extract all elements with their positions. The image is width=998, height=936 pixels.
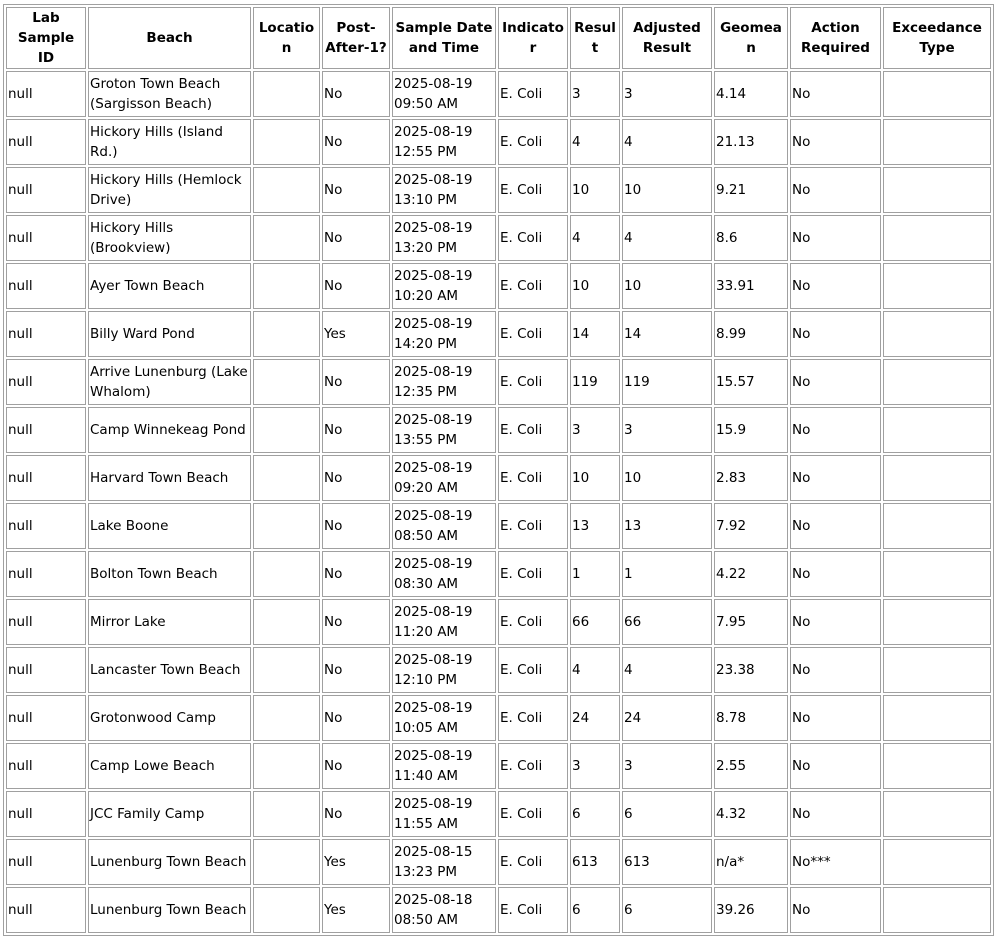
exceedance-type-cell	[883, 215, 991, 261]
geomean-cell: 8.6	[714, 215, 788, 261]
location-cell	[253, 887, 320, 933]
indicator-cell: E. Coli	[498, 743, 568, 789]
action-required-cell: No	[790, 263, 881, 309]
result-cell: 10	[570, 263, 620, 309]
action-required-cell: No	[790, 311, 881, 357]
post-after-1-cell: No	[322, 167, 390, 213]
lab-sample-id-cell: null	[6, 743, 86, 789]
table-row	[6, 791, 991, 837]
adjusted-result-cell: 119	[622, 359, 712, 405]
adjusted-result-cell: 14	[622, 311, 712, 357]
lab-sample-id-cell: null	[6, 887, 86, 933]
indicator-cell: E. Coli	[498, 215, 568, 261]
beach-cell: Lunenburg Town Beach	[88, 839, 251, 885]
exceedance-type-cell	[883, 839, 991, 885]
lab-sample-id-cell: null	[6, 119, 86, 165]
exceedance-type-cell	[883, 263, 991, 309]
adjusted-result-cell: 6	[622, 791, 712, 837]
action-required-cell: No	[790, 359, 881, 405]
indicator-cell: E. Coli	[498, 887, 568, 933]
header-result: Result	[570, 7, 620, 69]
action-required-cell: No	[790, 695, 881, 741]
beach-cell: Lancaster Town Beach	[88, 647, 251, 693]
location-cell	[253, 167, 320, 213]
location-cell	[253, 311, 320, 357]
post-after-1-cell: No	[322, 503, 390, 549]
exceedance-type-cell	[883, 791, 991, 837]
table-row	[6, 263, 991, 309]
beach-cell: JCC Family Camp	[88, 791, 251, 837]
header-location: Location	[253, 7, 320, 69]
adjusted-result-cell: 24	[622, 695, 712, 741]
action-required-cell: No	[790, 71, 881, 117]
action-required-cell: No	[790, 119, 881, 165]
beach-cell: Ayer Town Beach	[88, 263, 251, 309]
beach-cell: Billy Ward Pond	[88, 311, 251, 357]
adjusted-result-cell: 4	[622, 647, 712, 693]
indicator-cell: E. Coli	[498, 455, 568, 501]
indicator-cell: E. Coli	[498, 407, 568, 453]
location-cell	[253, 359, 320, 405]
lab-sample-id-cell: null	[6, 263, 86, 309]
table-row	[6, 551, 991, 597]
beach-cell: Arrive Lunenburg (Lake Whalom)	[88, 359, 251, 405]
beach-cell: Lunenburg Town Beach	[88, 887, 251, 933]
sample-date-time-cell: 2025-08-19 11:40 AM	[392, 743, 496, 789]
beach-cell: Hickory Hills (Island Rd.)	[88, 119, 251, 165]
indicator-cell: E. Coli	[498, 695, 568, 741]
lab-sample-id-cell: null	[6, 839, 86, 885]
action-required-cell: No	[790, 407, 881, 453]
header-row	[6, 7, 991, 69]
header-beach: Beach	[88, 7, 251, 69]
beach-cell: Harvard Town Beach	[88, 455, 251, 501]
post-after-1-cell: No	[322, 551, 390, 597]
adjusted-result-cell: 1	[622, 551, 712, 597]
indicator-cell: E. Coli	[498, 599, 568, 645]
adjusted-result-cell: 13	[622, 503, 712, 549]
exceedance-type-cell	[883, 887, 991, 933]
post-after-1-cell: No	[322, 407, 390, 453]
table-row	[6, 695, 991, 741]
sample-date-time-cell: 2025-08-19 09:20 AM	[392, 455, 496, 501]
action-required-cell: No	[790, 167, 881, 213]
lab-sample-id-cell: null	[6, 359, 86, 405]
table-row	[6, 455, 991, 501]
post-after-1-cell: No	[322, 263, 390, 309]
sample-date-time-cell: 2025-08-19 10:20 AM	[392, 263, 496, 309]
result-cell: 10	[570, 167, 620, 213]
adjusted-result-cell: 10	[622, 167, 712, 213]
result-cell: 3	[570, 71, 620, 117]
exceedance-type-cell	[883, 503, 991, 549]
geomean-cell: 33.91	[714, 263, 788, 309]
location-cell	[253, 599, 320, 645]
beach-cell: Mirror Lake	[88, 599, 251, 645]
post-after-1-cell: Yes	[322, 887, 390, 933]
table-row	[6, 71, 991, 117]
indicator-cell: E. Coli	[498, 263, 568, 309]
indicator-cell: E. Coli	[498, 71, 568, 117]
table-row	[6, 359, 991, 405]
lab-sample-id-cell: null	[6, 647, 86, 693]
geomean-cell: 23.38	[714, 647, 788, 693]
table-row	[6, 311, 991, 357]
lab-sample-id-cell: null	[6, 503, 86, 549]
table-row	[6, 119, 991, 165]
location-cell	[253, 743, 320, 789]
result-cell: 24	[570, 695, 620, 741]
sample-date-time-cell: 2025-08-19 08:30 AM	[392, 551, 496, 597]
geomean-cell: 39.26	[714, 887, 788, 933]
action-required-cell: No	[790, 455, 881, 501]
location-cell	[253, 695, 320, 741]
location-cell	[253, 551, 320, 597]
sample-date-time-cell: 2025-08-19 14:20 PM	[392, 311, 496, 357]
post-after-1-cell: No	[322, 119, 390, 165]
result-cell: 4	[570, 119, 620, 165]
exceedance-type-cell	[883, 407, 991, 453]
post-after-1-cell: No	[322, 791, 390, 837]
adjusted-result-cell: 4	[622, 119, 712, 165]
indicator-cell: E. Coli	[498, 311, 568, 357]
beach-cell: Lake Boone	[88, 503, 251, 549]
header-post-after-1: Post-After-1?	[322, 7, 390, 69]
indicator-cell: E. Coli	[498, 551, 568, 597]
action-required-cell: No***	[790, 839, 881, 885]
result-cell: 13	[570, 503, 620, 549]
exceedance-type-cell	[883, 551, 991, 597]
result-cell: 119	[570, 359, 620, 405]
action-required-cell: No	[790, 599, 881, 645]
indicator-cell: E. Coli	[498, 791, 568, 837]
location-cell	[253, 119, 320, 165]
sample-date-time-cell: 2025-08-19 11:55 AM	[392, 791, 496, 837]
lab-sample-id-cell: null	[6, 311, 86, 357]
result-cell: 66	[570, 599, 620, 645]
table-row	[6, 743, 991, 789]
geomean-cell: 9.21	[714, 167, 788, 213]
indicator-cell: E. Coli	[498, 647, 568, 693]
header-indicator: Indicator	[498, 7, 568, 69]
geomean-cell: 7.92	[714, 503, 788, 549]
location-cell	[253, 839, 320, 885]
sample-date-time-cell: 2025-08-19 11:20 AM	[392, 599, 496, 645]
header-adjusted-result: Adjusted Result	[622, 7, 712, 69]
indicator-cell: E. Coli	[498, 359, 568, 405]
table-row	[6, 887, 991, 933]
result-cell: 6	[570, 887, 620, 933]
exceedance-type-cell	[883, 695, 991, 741]
location-cell	[253, 407, 320, 453]
table-body	[6, 71, 991, 933]
exceedance-type-cell	[883, 743, 991, 789]
exceedance-type-cell	[883, 119, 991, 165]
lab-sample-id-cell: null	[6, 167, 86, 213]
beach-cell: Hickory Hills (Brookview)	[88, 215, 251, 261]
adjusted-result-cell: 613	[622, 839, 712, 885]
indicator-cell: E. Coli	[498, 839, 568, 885]
indicator-cell: E. Coli	[498, 503, 568, 549]
geomean-cell: 7.95	[714, 599, 788, 645]
geomean-cell: 15.57	[714, 359, 788, 405]
sample-date-time-cell: 2025-08-19 12:10 PM	[392, 647, 496, 693]
result-cell: 4	[570, 647, 620, 693]
geomean-cell: 4.32	[714, 791, 788, 837]
sample-date-time-cell: 2025-08-19 09:50 AM	[392, 71, 496, 117]
result-cell: 3	[570, 407, 620, 453]
sample-date-time-cell: 2025-08-18 08:50 AM	[392, 887, 496, 933]
geomean-cell: 15.9	[714, 407, 788, 453]
exceedance-type-cell	[883, 311, 991, 357]
action-required-cell: No	[790, 647, 881, 693]
exceedance-type-cell	[883, 599, 991, 645]
post-after-1-cell: No	[322, 455, 390, 501]
sample-date-time-cell: 2025-08-19 13:55 PM	[392, 407, 496, 453]
lab-sample-id-cell: null	[6, 71, 86, 117]
beach-cell: Bolton Town Beach	[88, 551, 251, 597]
result-cell: 10	[570, 455, 620, 501]
table-row	[6, 407, 991, 453]
exceedance-type-cell	[883, 167, 991, 213]
geomean-cell: 4.14	[714, 71, 788, 117]
post-after-1-cell: No	[322, 743, 390, 789]
table-row	[6, 167, 991, 213]
sample-date-time-cell: 2025-08-19 13:10 PM	[392, 167, 496, 213]
post-after-1-cell: No	[322, 359, 390, 405]
table-row	[6, 215, 991, 261]
adjusted-result-cell: 10	[622, 455, 712, 501]
adjusted-result-cell: 66	[622, 599, 712, 645]
post-after-1-cell: No	[322, 71, 390, 117]
post-after-1-cell: No	[322, 215, 390, 261]
result-cell: 14	[570, 311, 620, 357]
location-cell	[253, 71, 320, 117]
location-cell	[253, 215, 320, 261]
adjusted-result-cell: 3	[622, 71, 712, 117]
geomean-cell: 8.99	[714, 311, 788, 357]
geomean-cell: 21.13	[714, 119, 788, 165]
beach-cell: Hickory Hills (Hemlock Drive)	[88, 167, 251, 213]
lab-sample-id-cell: null	[6, 695, 86, 741]
post-after-1-cell: Yes	[322, 311, 390, 357]
beach-cell: Camp Lowe Beach	[88, 743, 251, 789]
adjusted-result-cell: 3	[622, 407, 712, 453]
adjusted-result-cell: 4	[622, 215, 712, 261]
sample-date-time-cell: 2025-08-19 12:35 PM	[392, 359, 496, 405]
table-row	[6, 647, 991, 693]
header-exceedance-type: Exceedance Type	[883, 7, 991, 69]
result-cell: 3	[570, 743, 620, 789]
adjusted-result-cell: 3	[622, 743, 712, 789]
sample-date-time-cell: 2025-08-19 08:50 AM	[392, 503, 496, 549]
exceedance-type-cell	[883, 455, 991, 501]
header-geomean: Geomean	[714, 7, 788, 69]
indicator-cell: E. Coli	[498, 167, 568, 213]
post-after-1-cell: No	[322, 599, 390, 645]
exceedance-type-cell	[883, 71, 991, 117]
geomean-cell: 8.78	[714, 695, 788, 741]
beach-results-table	[3, 4, 994, 936]
location-cell	[253, 791, 320, 837]
location-cell	[253, 455, 320, 501]
result-cell: 613	[570, 839, 620, 885]
sample-date-time-cell: 2025-08-19 10:05 AM	[392, 695, 496, 741]
action-required-cell: No	[790, 887, 881, 933]
table-row	[6, 599, 991, 645]
action-required-cell: No	[790, 743, 881, 789]
sample-date-time-cell: 2025-08-19 12:55 PM	[392, 119, 496, 165]
geomean-cell: 2.55	[714, 743, 788, 789]
header-action-required: Action Required	[790, 7, 881, 69]
header-sample-date-time: Sample Date and Time	[392, 7, 496, 69]
geomean-cell: 4.22	[714, 551, 788, 597]
table-row	[6, 503, 991, 549]
lab-sample-id-cell: null	[6, 551, 86, 597]
result-cell: 6	[570, 791, 620, 837]
results-table-container	[3, 4, 994, 936]
adjusted-result-cell: 10	[622, 263, 712, 309]
location-cell	[253, 503, 320, 549]
indicator-cell: E. Coli	[498, 119, 568, 165]
beach-cell: Groton Town Beach (Sargisson Beach)	[88, 71, 251, 117]
action-required-cell: No	[790, 551, 881, 597]
geomean-cell: 2.83	[714, 455, 788, 501]
lab-sample-id-cell: null	[6, 455, 86, 501]
sample-date-time-cell: 2025-08-19 13:20 PM	[392, 215, 496, 261]
lab-sample-id-cell: null	[6, 215, 86, 261]
action-required-cell: No	[790, 791, 881, 837]
lab-sample-id-cell: null	[6, 599, 86, 645]
result-cell: 1	[570, 551, 620, 597]
action-required-cell: No	[790, 215, 881, 261]
header-lab-sample-id: Lab Sample ID	[6, 7, 86, 69]
post-after-1-cell: No	[322, 647, 390, 693]
beach-cell: Grotonwood Camp	[88, 695, 251, 741]
sample-date-time-cell: 2025-08-15 13:23 PM	[392, 839, 496, 885]
location-cell	[253, 647, 320, 693]
action-required-cell: No	[790, 503, 881, 549]
lab-sample-id-cell: null	[6, 791, 86, 837]
post-after-1-cell: No	[322, 695, 390, 741]
lab-sample-id-cell: null	[6, 407, 86, 453]
exceedance-type-cell	[883, 647, 991, 693]
exceedance-type-cell	[883, 359, 991, 405]
beach-cell: Camp Winnekeag Pond	[88, 407, 251, 453]
post-after-1-cell: Yes	[322, 839, 390, 885]
table-row	[6, 839, 991, 885]
result-cell: 4	[570, 215, 620, 261]
adjusted-result-cell: 6	[622, 887, 712, 933]
location-cell	[253, 263, 320, 309]
geomean-cell: n/a*	[714, 839, 788, 885]
